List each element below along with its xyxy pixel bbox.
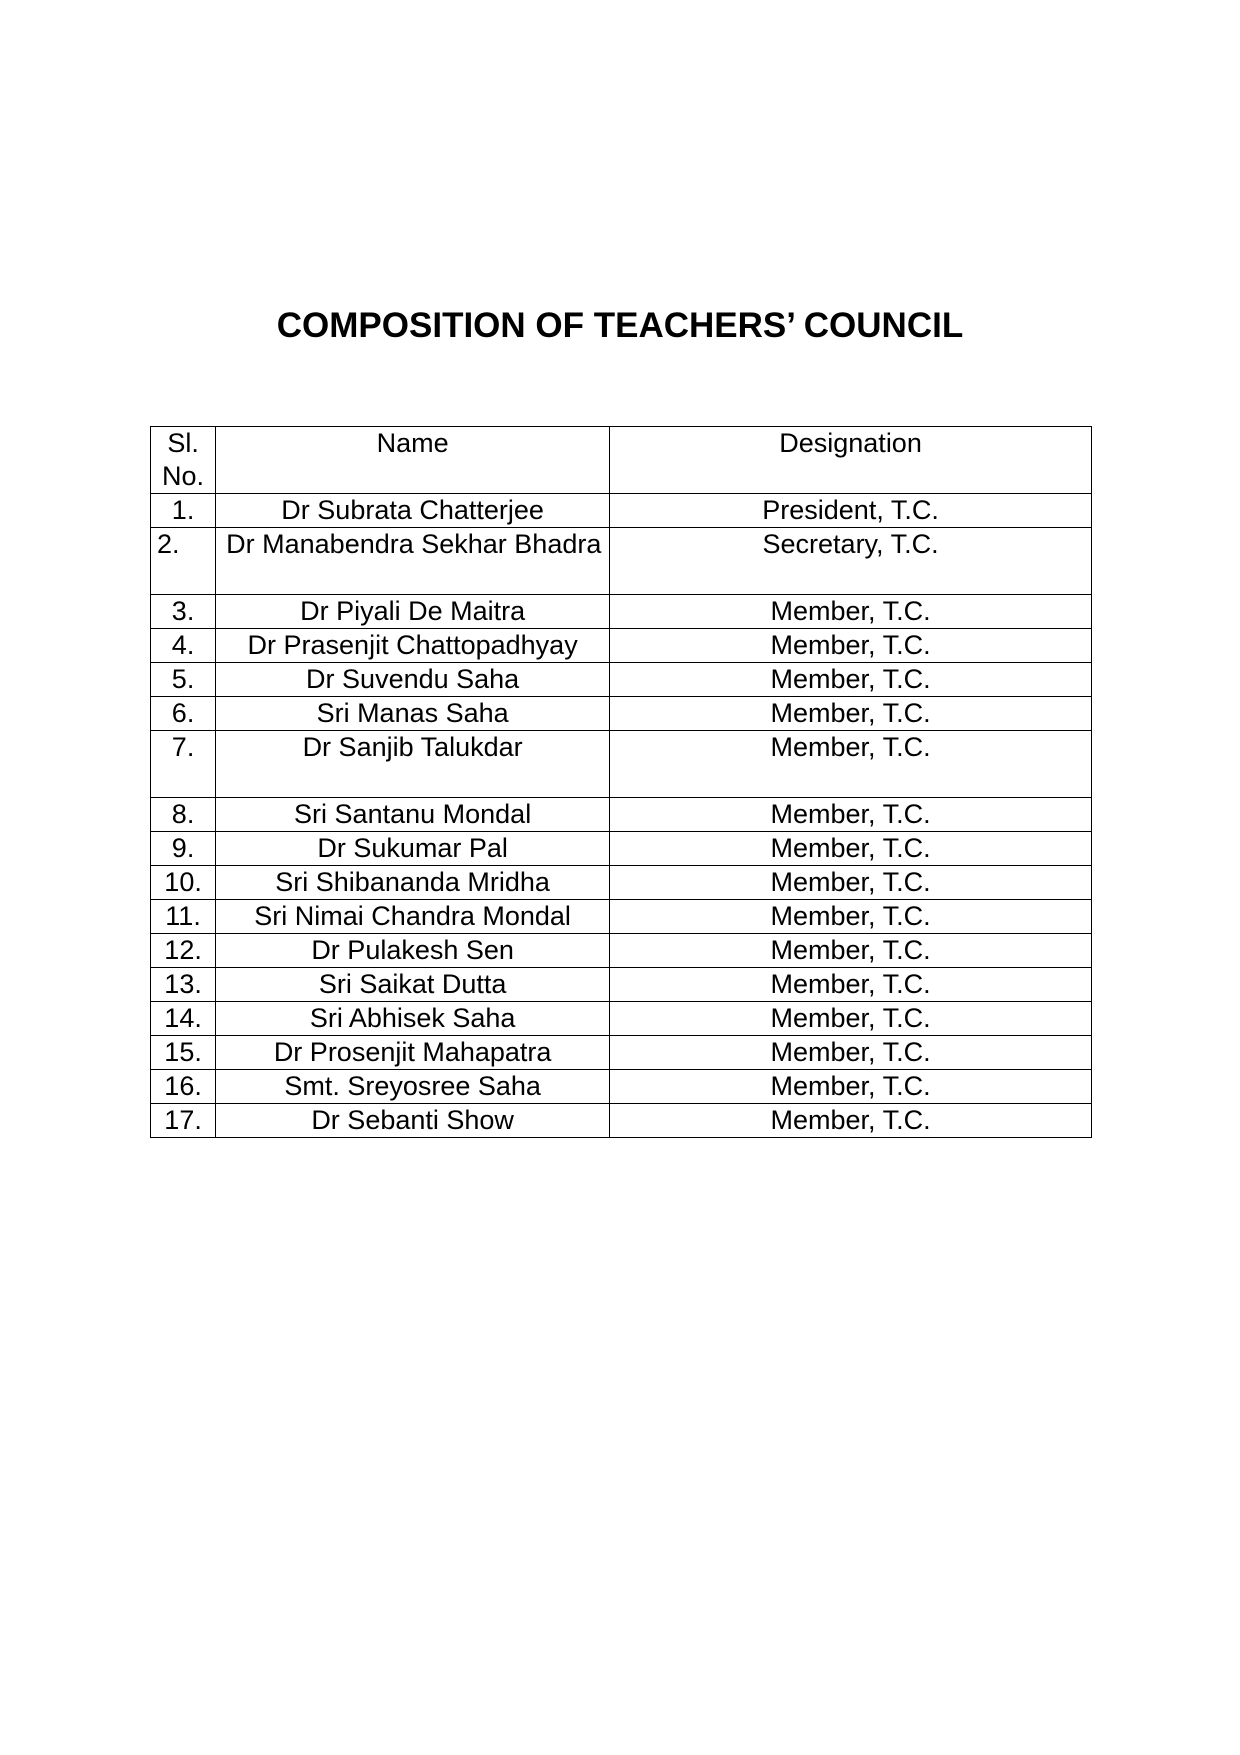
cell-designation: Member, T.C. (610, 866, 1092, 900)
cell-sl: 11. (151, 900, 216, 934)
table-row (151, 595, 1092, 629)
table-row (151, 731, 1092, 798)
cell-name: Smt. Sreyosree Saha (216, 1070, 610, 1104)
cell-designation: Member, T.C. (610, 731, 1092, 798)
cell-designation: Member, T.C. (610, 1104, 1092, 1138)
cell-sl: 9. (151, 832, 216, 866)
table-row (151, 798, 1092, 832)
cell-sl: 6. (151, 697, 216, 731)
cell-sl: 8. (151, 798, 216, 832)
table-row (151, 968, 1092, 1002)
table-row (151, 900, 1092, 934)
cell-name: Dr Suvendu Saha (216, 663, 610, 697)
header-sl-line1: Sl. (167, 428, 199, 458)
table-row (151, 1104, 1092, 1138)
page-title: COMPOSITION OF TEACHERS’ COUNCIL (276, 306, 964, 345)
cell-name: Dr Subrata Chatterjee (216, 494, 610, 528)
table-row (151, 866, 1092, 900)
cell-name: Dr Piyali De Maitra (216, 595, 610, 629)
cell-name: Sri Santanu Mondal (216, 798, 610, 832)
header-sl-no (151, 427, 216, 494)
cell-designation: Secretary, T.C. (610, 528, 1092, 595)
cell-sl: 15. (151, 1036, 216, 1070)
cell-sl: 7. (151, 731, 216, 798)
cell-designation: Member, T.C. (610, 663, 1092, 697)
table-row (151, 528, 1092, 595)
table-row (151, 663, 1092, 697)
table-row (151, 697, 1092, 731)
council-table (150, 426, 1092, 1138)
cell-sl: 13. (151, 968, 216, 1002)
cell-sl: 12. (151, 934, 216, 968)
cell-name: Sri Saikat Dutta (216, 968, 610, 1002)
cell-designation: Member, T.C. (610, 832, 1092, 866)
cell-sl: 14. (151, 1002, 216, 1036)
cell-designation: Member, T.C. (610, 1070, 1092, 1104)
cell-sl: 17. (151, 1104, 216, 1138)
cell-name: Sri Shibananda Mridha (216, 866, 610, 900)
table-row (151, 494, 1092, 528)
cell-designation: Member, T.C. (610, 595, 1092, 629)
table-row (151, 1036, 1092, 1070)
cell-designation: President, T.C. (610, 494, 1092, 528)
cell-designation: Member, T.C. (610, 968, 1092, 1002)
header-name: Name (216, 427, 610, 494)
cell-sl: 2. (151, 528, 216, 595)
cell-designation: Member, T.C. (610, 1036, 1092, 1070)
cell-name: Dr Sebanti Show (216, 1104, 610, 1138)
cell-name: Dr Prosenjit Mahapatra (216, 1036, 610, 1070)
cell-sl: 1. (151, 494, 216, 528)
cell-name: Dr Sukumar Pal (216, 832, 610, 866)
table-row (151, 1070, 1092, 1104)
cell-designation: Member, T.C. (610, 900, 1092, 934)
table-row (151, 832, 1092, 866)
cell-designation: Member, T.C. (610, 629, 1092, 663)
cell-designation: Member, T.C. (610, 1002, 1092, 1036)
header-sl-line2: No. (162, 461, 205, 491)
cell-sl: 3. (151, 595, 216, 629)
table-row (151, 629, 1092, 663)
table-header-row (151, 427, 1092, 494)
cell-sl: 10. (151, 866, 216, 900)
cell-designation: Member, T.C. (610, 934, 1092, 968)
cell-name: Dr Pulakesh Sen (216, 934, 610, 968)
cell-sl: 16. (151, 1070, 216, 1104)
cell-name: Sri Manas Saha (216, 697, 610, 731)
cell-designation: Member, T.C. (610, 798, 1092, 832)
cell-name: Sri Abhisek Saha (216, 1002, 610, 1036)
cell-name: Dr Sanjib Talukdar (216, 731, 610, 798)
header-designation: Designation (610, 427, 1092, 494)
cell-sl: 5. (151, 663, 216, 697)
table-row (151, 1002, 1092, 1036)
cell-sl: 4. (151, 629, 216, 663)
cell-name: Sri Nimai Chandra Mondal (216, 900, 610, 934)
cell-name: Dr Manabendra Sekhar Bhadra (216, 528, 610, 595)
table-row (151, 934, 1092, 968)
cell-designation: Member, T.C. (610, 697, 1092, 731)
cell-name: Dr Prasenjit Chattopadhyay (216, 629, 610, 663)
